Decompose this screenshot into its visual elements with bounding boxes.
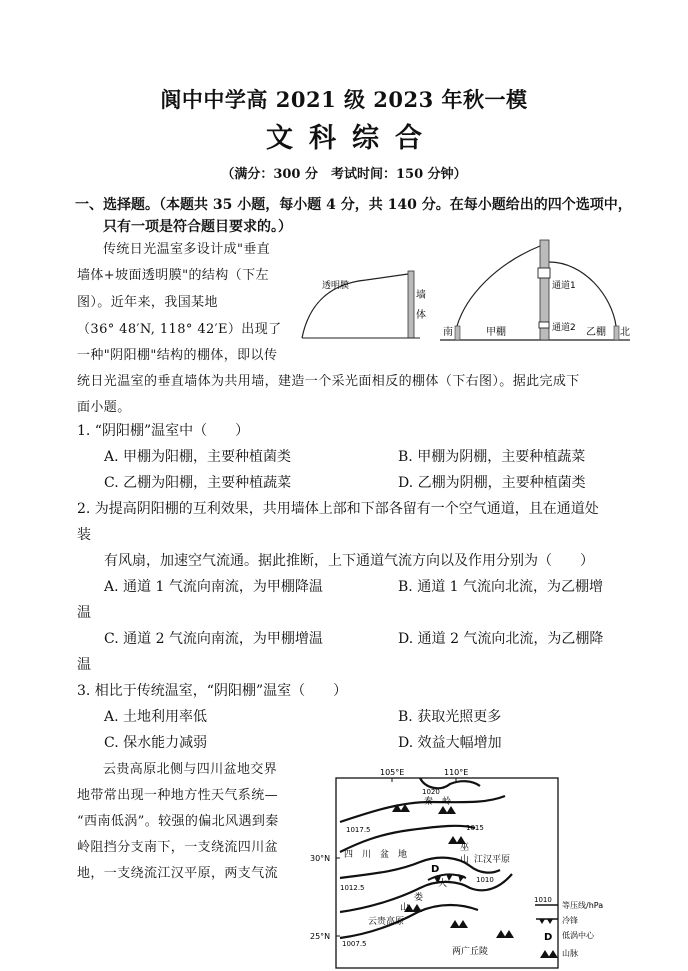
isobar-1017-5 [340,796,505,822]
section-line-2: 只有一项是符合题目要求的。） [103,219,292,235]
passage1-line-3: 图）。近年来，我国某地 [77,295,218,310]
passage2-line-2: 地带常出现一种地方性天气系统— [77,788,279,803]
isobar-1007-5-label: 1007.5 [342,940,367,948]
place-yungui: 云贵高原 [368,917,405,927]
place-qinling: 秦 岭 [424,797,452,807]
label-south: 南 [443,327,453,338]
legend-isobar-value: 1010 [534,896,552,904]
left-wall-label-1: 墙 [416,290,426,301]
passage2-line-4: 岭阻挡分支南下，一支绕流四川盆 [77,840,279,855]
passage2-line-3: “西南低涡”。较强的偏北风遇到秦 [77,814,279,829]
place-wu: 巫 [460,843,470,853]
q3-option-b[interactable]: B. 获取光照更多 [398,709,502,725]
lon-105-label: 105°E [380,768,405,777]
isobar-1020 [420,778,480,788]
legend-isobar-label: 等压线/hPa [562,901,604,910]
legend-low-label: 低涡中心 [562,931,594,940]
passage2-line-1: 云贵高原北侧与四川盆地交界 [103,762,278,777]
q2-option-c[interactable]: C. 通道 2 气流向南流，为甲棚增温 [104,631,323,647]
left-wall-label-2: 体 [416,310,426,321]
q1-stem: 1. “阴阳棚”温室中（ ） [77,423,250,439]
q3-option-c[interactable]: C. 保水能力减弱 [104,735,208,751]
place-sichuan: 四 川 盆 地 [344,850,408,860]
lon-110-label: 110°E [444,768,469,777]
passage1-line-4: （36° 48′N, 118° 42′E）出现了 [77,322,282,337]
q2-option-b-wrap: 温 [77,605,91,621]
exam-title: 阆中中学高 2021 级 2023 年秋一模 [160,87,528,112]
q2-option-d[interactable]: D. 通道 2 气流向北流，为乙棚降 [398,631,604,647]
passage1-line-1: 传统日光温室多设计成"垂直 [103,242,271,257]
legend-cold-front-label: 冷锋 [562,916,578,925]
shed-b-film [549,262,616,326]
label-north: 北 [620,327,630,338]
left-wall [408,271,414,338]
isobar-1012-5-label: 1012.5 [340,884,365,892]
isobar-1010-label: 1010 [476,876,494,884]
passage1-line-7: 面小题。 [77,400,131,415]
channel1-box [538,268,550,278]
legend-mountain-label: 山脉 [562,949,578,958]
lat-30-label: 30°N [310,854,331,863]
q2-option-d-wrap: 温 [77,657,91,673]
q2-stem-cont: 有风扇，加速空气流通。据此推断，上下通道气流方向以及作用分别为（ ） [104,553,594,569]
isobar-1015-label: 1015 [466,824,484,832]
place-shan: 山 [460,855,470,865]
label-shed-b: 乙棚 [586,327,606,338]
left-film-label: 透明膜 [322,281,350,291]
q2-option-a[interactable]: A. 通道 1 气流向南流，为甲棚降温 [104,579,323,595]
place-liangguang: 两广丘陵 [452,947,489,957]
label-channel1: 通道1 [552,281,576,291]
passage1-line-2: 墙体+坡面透明膜"的结构（下左 [77,268,269,283]
q2-option-b[interactable]: B. 通道 1 气流向北流，为乙棚增 [398,579,603,595]
right-south-post [455,326,460,340]
q2-stem-wrap: 装 [77,527,91,543]
legend-mountain-icon [540,950,558,958]
q3-option-a[interactable]: A. 土地利用率低 [104,709,208,725]
weather-map [300,762,688,971]
section-line-1: 一、选择题。（本题共 35 小题，每小题 4 分，共 140 分。在每小题给出的四个选项中， [75,197,632,213]
channel2-box [539,322,549,328]
place-jianghan: 江汉平原 [474,855,511,865]
greenhouse-figure [296,236,636,348]
q2-stem: 2. 为提高阴阳棚的互利效果，共用墙体上部和下部各留有一个空气通道，且在通道处 [77,501,599,517]
passage1-line-6: 统日光温室的垂直墙体为共用墙，建造一个采光面相反的棚体（下右图）。据此完成下 [77,374,580,389]
passage2-line-5: 地，一支绕流江汉平原，两支气流 [77,866,279,881]
label-shed-a: 甲棚 [486,327,506,338]
lat-25-label: 25°N [310,932,331,941]
passage1-line-5: 一种"阴阳棚"结构的棚体，即以传 [77,348,278,363]
q1-option-b[interactable]: B. 甲棚为阴棚，主要种植蔬菜 [398,449,586,465]
q3-stem: 3. 相比于传统温室，“阴阳棚”温室（ ） [77,683,348,699]
legend-low-marker: D [544,932,553,943]
place-da: 大 [438,879,448,889]
left-film-curve [302,274,408,338]
low-center-marker: D [431,864,440,875]
isobar-1017-5-label: 1017.5 [346,826,371,834]
place-shan2: 山 [400,903,410,913]
q3-option-d[interactable]: D. 效益大幅增加 [398,735,502,751]
q1-option-c[interactable]: C. 乙棚为阳棚，主要种植蔬菜 [104,475,292,491]
q1-option-d[interactable]: D. 乙棚为阴棚，主要种植菌类 [398,475,586,491]
q1-option-a[interactable]: A. 甲棚为阳棚，主要种植菌类 [104,449,292,465]
subject-title: 文科综合 [266,123,438,154]
place-lou: 娄 [414,893,424,903]
score-info: （满分：300 分 考试时间：150 分钟） [221,167,467,182]
isobar-1020-label: 1020 [422,788,440,796]
section-heading [75,194,632,238]
right-north-post [614,326,619,340]
label-channel2: 通道2 [552,323,576,333]
shed-a-film [457,246,540,326]
